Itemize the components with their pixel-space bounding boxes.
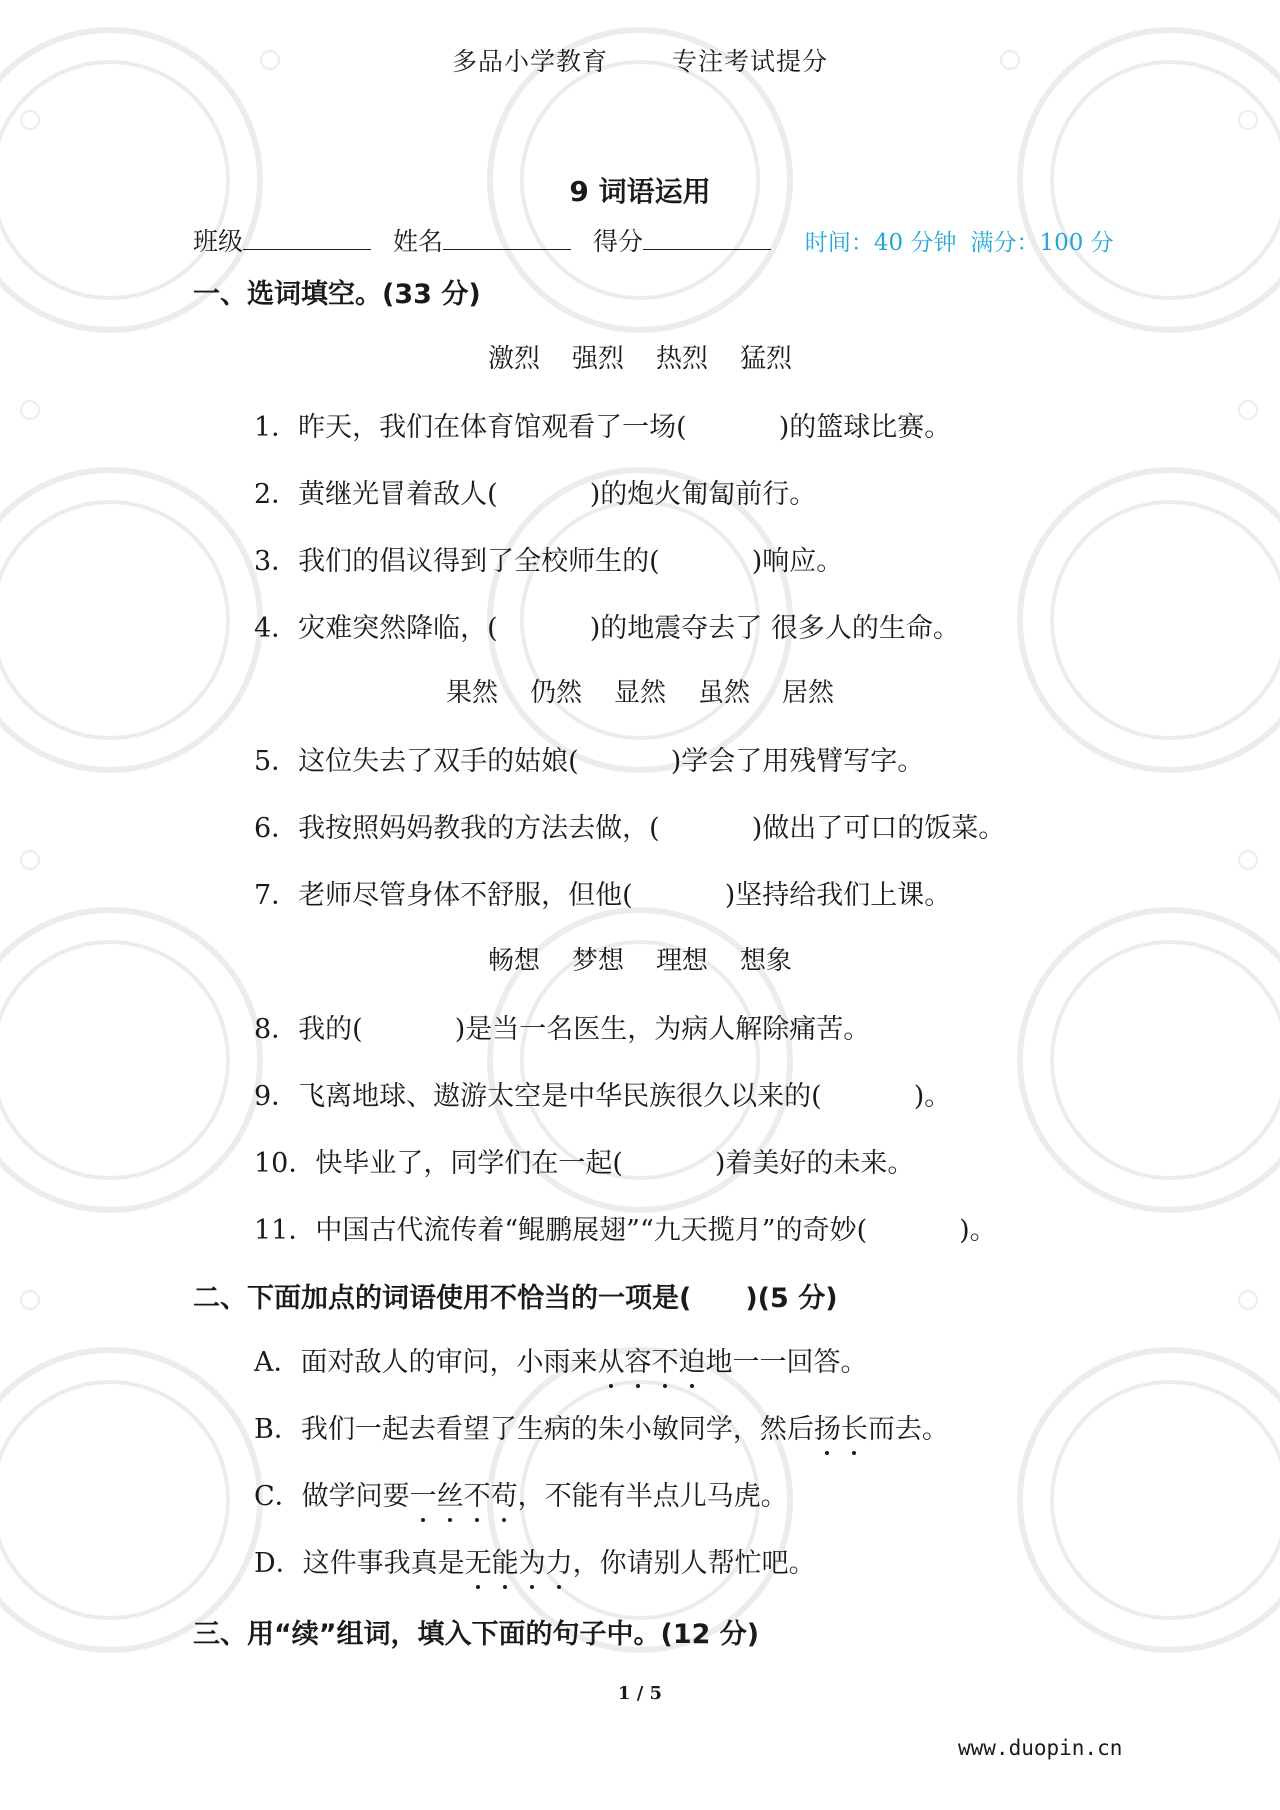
word-bank-item: 理想	[656, 946, 709, 976]
emphasis-char: 一	[409, 1481, 437, 1512]
question-2: 2．黄继光冒着敌人( )的炮火匍匐前行。	[254, 479, 817, 510]
watermark-stamp	[0, 1350, 260, 1650]
page-number: 1 / 5	[617, 1683, 663, 1704]
class-blank[interactable]	[243, 227, 371, 250]
word-bank-3	[0, 940, 1280, 977]
watermark-dot	[21, 1291, 39, 1309]
name-label: 姓名	[392, 227, 443, 256]
question-4: 4．灾难突然降临，( )的地震夺去了 很多人的生命。	[254, 613, 960, 644]
word-bank-item: 激烈	[487, 344, 540, 374]
question-5: 5．这位失去了双手的姑娘( )学会了用残臂写字。	[254, 746, 925, 777]
dotted-word	[814, 1414, 868, 1445]
emphasis-char: 力	[545, 1548, 573, 1579]
word-bank-item: 热烈	[656, 344, 709, 374]
section2-heading: 二、下面加点的词语使用不恰当的一项是( )(5 分)	[193, 1283, 838, 1314]
page-title: 9 词语运用	[569, 175, 711, 208]
site-url: www.duopin.cn	[958, 1736, 1123, 1760]
word-bank-item: 居然	[782, 678, 835, 708]
time-info: 时间：40 分钟	[804, 230, 957, 256]
question-1: 1．昨天，我们在体育馆观看了一场( )的篮球比赛。	[254, 412, 952, 443]
emphasis-char: 不	[651, 1347, 679, 1378]
full-score-info: 满分：100 分	[970, 230, 1114, 256]
section3-heading: 三、用“续”组词，填入下面的句子中。(12 分)	[193, 1619, 760, 1650]
emphasis-char: 长	[840, 1414, 868, 1445]
emphasis-char: 苟	[490, 1481, 518, 1512]
word-bank-item: 仍然	[529, 678, 582, 708]
dotted-word	[598, 1347, 706, 1378]
class-label: 班级	[193, 227, 244, 256]
option-b[interactable]: B．我们一起去看望了生病的朱小敏同学，然后扬长而去。	[254, 1414, 949, 1445]
header-brand: 多品小学教育	[451, 47, 608, 76]
emphasis-char: 丝	[436, 1481, 464, 1512]
question-3: 3．我们的倡议得到了全校师生的( )响应。	[254, 546, 844, 577]
question-11: 11．中国古代流传着“鲲鹏展翅”“九天揽月”的奇妙( )。	[254, 1215, 997, 1246]
question-10: 10．快毕业了，同学们在一起( )着美好的未来。	[254, 1148, 915, 1179]
word-bank-item: 虽然	[698, 678, 751, 708]
watermark-dot	[1239, 851, 1257, 869]
word-bank-item: 猛烈	[740, 344, 793, 374]
watermark-stamp	[1020, 1350, 1280, 1650]
emphasis-char: 不	[463, 1481, 491, 1512]
watermark-dot	[21, 111, 39, 129]
name-blank[interactable]	[443, 227, 571, 250]
word-bank-2	[0, 672, 1280, 709]
emphasis-char: 无	[464, 1548, 492, 1579]
emphasis-char: 从	[597, 1347, 625, 1378]
emphasis-char: 迫	[678, 1347, 706, 1378]
watermark-dot	[1239, 401, 1257, 419]
watermark-dot	[21, 401, 39, 419]
question-9: 9．飞离地球、遨游太空是中华民族很久以来的( )。	[254, 1081, 952, 1112]
watermark-dot	[1239, 111, 1257, 129]
emphasis-char: 能	[491, 1548, 519, 1579]
emphasis-char: 为	[518, 1548, 546, 1579]
watermark-dot	[21, 851, 39, 869]
header-slogan: 专注考试提分	[672, 47, 829, 76]
word-bank-item: 梦想	[571, 946, 624, 976]
option-d[interactable]: D．这件事我真是无能为力，你请别人帮忙吧。	[254, 1548, 816, 1579]
question-7: 7．老师尽管身体不舒服，但他( )坚持给我们上课。	[254, 880, 952, 911]
page-header	[0, 42, 1280, 78]
score-blank[interactable]	[643, 227, 771, 250]
question-8: 8．我的( )是当一名医生，为病人解除痛苦。	[254, 1014, 871, 1045]
word-bank-item: 果然	[445, 678, 498, 708]
watermark-stamp	[1020, 470, 1280, 770]
option-a[interactable]: A．面对敌人的审问，小雨来从容不迫地一一回答。	[254, 1347, 868, 1378]
info-line	[193, 222, 1114, 258]
watermark-stamp	[0, 470, 260, 770]
word-bank-item: 显然	[613, 678, 666, 708]
dotted-word	[410, 1481, 518, 1512]
word-bank-item: 强烈	[571, 344, 624, 374]
option-c[interactable]: C．做学问要一丝不苟，不能有半点儿马虎。	[254, 1481, 788, 1512]
question-6: 6．我按照妈妈教我的方法去做，( )做出了可口的饭菜。	[254, 813, 1006, 844]
dotted-word	[465, 1548, 573, 1579]
word-bank-item: 想象	[740, 946, 793, 976]
emphasis-char: 扬	[813, 1414, 841, 1445]
watermark-dot	[1239, 1291, 1257, 1309]
word-bank-item: 畅想	[487, 946, 540, 976]
score-label: 得分	[592, 227, 643, 256]
emphasis-char: 容	[624, 1347, 652, 1378]
word-bank-1	[0, 338, 1280, 375]
section1-heading: 一、选词填空。(33 分)	[193, 279, 481, 310]
